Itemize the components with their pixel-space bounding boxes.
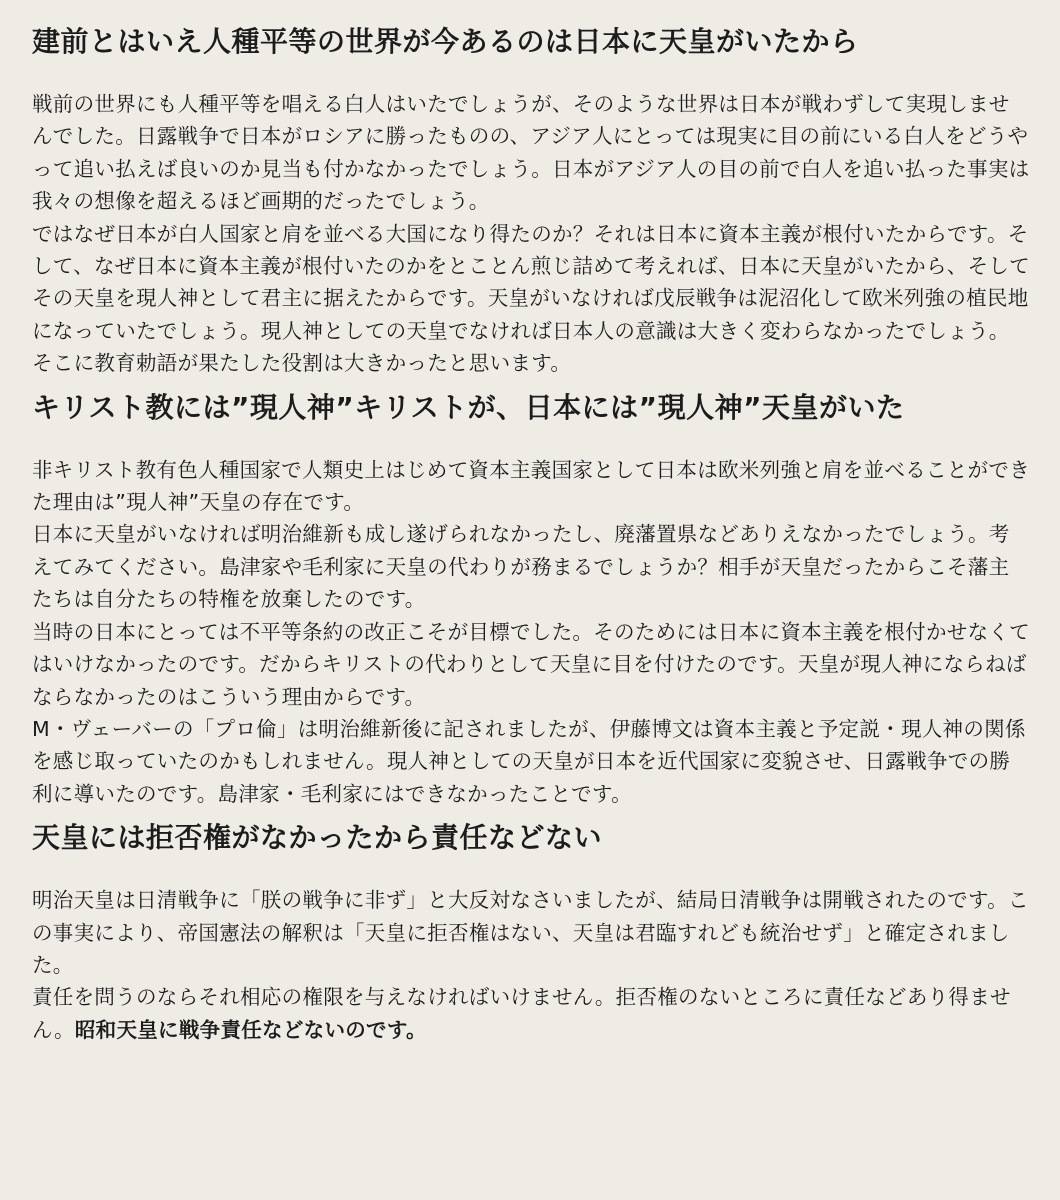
emphasized-conclusion: 昭和天皇に戦争責任などないのです。 bbox=[74, 1017, 427, 1042]
paragraph: 日本に天皇がいなければ明治維新も成し遂げられなかったし、廃藩置県などありえなかったでしょう。考えてみてください。島津家や毛利家に天皇の代わりが務まるでしょうか？相手が天皇だったからこそ藩主たちは自分たちの特権を放棄したのです。 bbox=[32, 522, 1010, 612]
paragraph: 明治天皇は日清戦争に「朕の戦争に非ず」と大反対なさいましたが、結局日清戦争は開戦されたのです。この事実により、帝国憲法の解釈は「天皇に拒否権はない、天皇は君臨すれども統治せず」と確定されました。 bbox=[32, 888, 1029, 977]
paragraph: ではなぜ日本が白人国家と肩を並べる大国になり得たのか？それは日本に資本主義が根付いたからです。そして、なぜ日本に資本主義が根付いたのかをとことん煎じ詰めて考えれば、日本に天皇がいたから、そしてその天皇を現人神として君主に据えたからです。天皇がいなければ戊辰戦争は泥沼化して欧米列強の植民地になっていたでしょう。現人神としての天皇でなければ日本人の意識は大きく変わらなかったでしょう。そこに教育勅語が果たした役割は大きかったと思います。 bbox=[32, 221, 1030, 376]
paragraph: 当時の日本にとっては不平等条約の改正こそが目標でした。そのためには日本に資本主義を根付かせなくてはいけなかったのです。だからキリストの代わりとして天皇に目を付けたのです。天皇が現人神にならねばならなかったのはこういう理由からです。 bbox=[32, 619, 1030, 709]
section-body bbox=[32, 88, 1030, 380]
paragraph: 戦前の世界にも人種平等を唱える白人はいたでしょうが、そのような世界は日本が戦わずして実現しませんでした。日露戦争で日本がロシアに勝ったものの、アジア人にとっては現実に目の前にいる白人をどうやって追い払えば良いのか見当も付かなかったでしょう。日本がアジア人の目の前で白人を追い払った事実は我々の想像を超えるほど画期的だったでしょう。 bbox=[32, 92, 1030, 214]
section-heading: キリスト教には”現人神”キリストが、日本には”現人神”天皇がいた bbox=[32, 390, 905, 424]
paragraph: M・ヴェーバーの「プロ倫」は明治維新後に記されましたが、伊藤博文は資本主義と予定説・現人神の関係を感じ取っていたのかもしれません。現人神としての天皇が日本を近代国家に変貌させ、日露戦争での勝利に導いたのです。島津家・毛利家にはできなかったことです。 bbox=[32, 716, 1026, 806]
paragraph-text: 責任を問うのならそれ相応の権限を与えなければいけません。拒否権のないところに責任などあり得ません。 bbox=[32, 985, 1011, 1042]
section-2 bbox=[32, 388, 1030, 810]
section-body bbox=[32, 454, 1030, 810]
paragraph bbox=[32, 981, 1030, 1046]
section-3 bbox=[32, 818, 1030, 1046]
section-heading: 天皇には拒否権がなかったから責任などない bbox=[32, 821, 603, 855]
section-1 bbox=[32, 22, 1030, 380]
section-body bbox=[32, 884, 1030, 1046]
paragraph: 非キリスト教有色人種国家で人類史上はじめて資本主義国家として日本は欧米列強と肩を並べることができた理由は”現人神”天皇の存在です。 bbox=[32, 457, 1030, 515]
section-heading: 建前とはいえ人種平等の世界が今あるのは日本に天皇がいたから bbox=[32, 25, 859, 58]
